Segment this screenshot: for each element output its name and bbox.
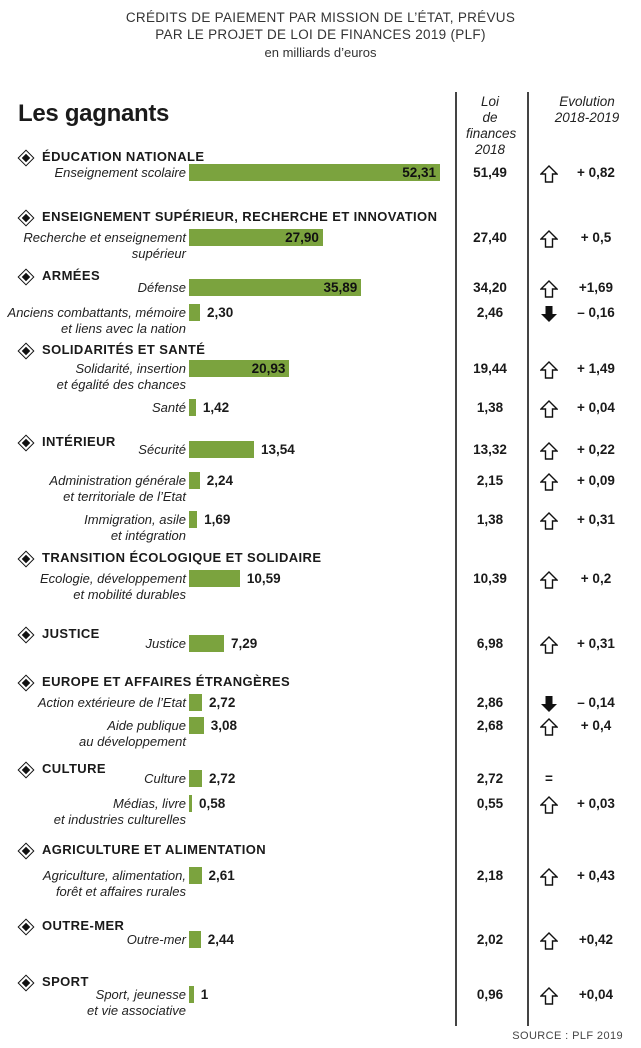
diamond-icon [18,435,35,452]
arrow-up-icon [540,987,558,1005]
bar-label [84,512,186,543]
bar-label-line: Administration générale [49,473,186,488]
bar-label [40,571,186,602]
bar-value-label: 20,93 [251,361,286,376]
arrow-up-icon [540,280,558,298]
bar-label-line: Solidarité, insertion [75,361,186,376]
evolution-value: + 0,09 [577,473,615,488]
bar-label [57,361,186,392]
column-header-evo-line-1: Evolution [559,94,615,109]
bar-label-line: Sport, jeunesse [95,987,186,1002]
bar-label-line: Culture [144,771,186,786]
bar-label [8,305,186,336]
category-label: SPORT [42,974,89,989]
bar [189,399,196,416]
bar-label-line: et industries culturelles [53,811,186,827]
bar-value-label: 2,61 [208,868,235,883]
bar-label [144,771,186,787]
category-label: CULTURE [42,761,106,776]
bar [189,931,201,948]
bar-label-line: et mobilité durables [73,586,186,602]
bar-label-line: et territoriale de l’Etat [63,488,186,504]
bar-value-label: 10,59 [246,571,281,586]
bar-label-line: supérieur [131,245,186,261]
arrow-up-shape [541,443,557,459]
bar-label [49,473,186,504]
bar-label-line: forêt et affaires rurales [55,883,186,899]
bar [189,867,202,884]
category-label: ÉDUCATION NATIONALE [42,149,205,164]
bar [189,986,194,1003]
lf2018-value: 34,20 [473,280,507,295]
bar [189,304,200,321]
column-header-loi-line-1: Loi [480,94,499,109]
bar-label-line: Santé [152,400,186,415]
bar-label-line: Justice [145,636,186,651]
arrow-up-shape [541,513,557,529]
chart-title-line-1: CRÉDITS DE PAIEMENT PAR MISSION DE L’ÉTAT, PRÉVUS [125,10,516,25]
bar-label [146,636,186,652]
bar-label-line: Agriculture, alimentation, [42,868,186,883]
arrow-up-icon [540,165,558,183]
column-header-loi-2018 [466,94,517,158]
bar [189,694,202,711]
bar-label [23,230,186,261]
bar [189,570,240,587]
bar-label-line: Recherche et enseignement [23,230,186,245]
bar [189,635,224,652]
lf2018-value: 0,96 [476,987,504,1002]
category-label: SOLIDARITÉS ET SANTÉ [42,342,206,357]
bar-value-label: 52,31 [402,165,437,180]
bar-label-line: Sécurité [138,442,186,457]
lf2018-value: 2,68 [476,718,504,733]
column-header-evo-line-2: 2018-2019 [554,110,620,125]
bar-label-line: Immigration, asile [84,512,186,527]
evolution-value: +0,42 [578,932,614,947]
diamond-icon [18,843,35,860]
section-title: Les gagnants [18,100,170,127]
column-header-loi-line-2: de finances [466,110,517,141]
category-label: ARMÉES [42,268,101,283]
bar-label [138,442,186,458]
lf2018-value: 2,18 [476,868,504,883]
lf2018-value: 10,39 [473,571,507,586]
bar [189,472,200,489]
arrow-up-icon [540,571,558,589]
diamond-icon [18,210,35,227]
lf2018-value: 27,40 [473,230,507,245]
evolution-value: + 0,4 [580,718,612,733]
bar-label [152,400,186,416]
category-label: TRANSITION ÉCOLOGIQUE ET SOLIDAIRE [42,550,322,565]
diamond-icon [18,343,35,360]
bar [189,770,202,787]
bar [189,717,204,734]
category-label: AGRICULTURE ET ALIMENTATION [42,842,267,857]
bar-label-line: et vie associative [87,1002,186,1018]
lf2018-value: 2,15 [476,473,504,488]
bar-label-line: Défense [137,280,186,295]
arrow-down-icon [540,305,558,323]
bar-value-label: 35,89 [323,280,358,295]
lf2018-value: 6,98 [476,636,504,651]
evolution-value: + 0,31 [577,512,615,527]
arrow-up-icon [540,473,558,491]
bar-value-label: 2,44 [207,932,234,947]
column-header-evolution [545,94,629,126]
diamond-icon [18,975,35,992]
lf2018-value: 1,38 [476,512,504,527]
bar-value-label: 1,42 [202,400,230,415]
bar-label-line: et liens avec la nation [60,320,186,336]
chart-subtitle: en milliards d’euros [264,45,377,60]
evolution-value: + 0,04 [577,400,615,415]
column-divider-left [455,92,457,1026]
arrow-down-icon [540,695,558,713]
diamond-icon [18,627,35,644]
diamond-icon [18,919,35,936]
arrow-down-shape [541,696,557,712]
arrow-up-shape [541,231,557,247]
lf2018-value: 19,44 [473,361,507,376]
bar-label [54,165,186,181]
bar-value-label: 2,30 [207,305,234,320]
bar [189,511,197,528]
bar-value-label: 3,08 [210,718,238,733]
arrow-up-icon [540,361,558,379]
evolution-value: – 0,14 [577,695,615,710]
bar-label-line: Aide publique [107,718,186,733]
bar-label-line: et intégration [110,527,186,543]
lf2018-value: 0,55 [476,796,504,811]
lf2018-value: 13,32 [473,442,507,457]
category-label: EUROPE ET AFFAIRES ÉTRANGÈRES [42,674,291,689]
evolution-value: + 0,43 [577,868,615,883]
arrow-up-icon [540,636,558,654]
bar-value-label: 1 [200,987,209,1002]
arrow-up-icon [540,230,558,248]
lf2018-value: 2,46 [476,305,504,320]
evolution-value: + 0,2 [580,571,612,586]
bar-label [79,718,186,749]
diamond-icon [18,551,35,568]
bar-value-label: 2,72 [209,695,236,710]
lf2018-value: 2,72 [476,771,504,786]
bar-label-line: et égalité des chances [56,376,186,392]
evolution-value: + 0,82 [577,165,615,180]
evolution-value: +1,69 [578,280,614,295]
chart-title-line-2: PAR LE PROJET DE LOI DE FINANCES 2019 (PLF) [155,27,486,42]
diamond-icon [18,762,35,779]
bar-label-line: Enseignement scolaire [54,165,186,180]
arrow-up-shape [541,401,557,417]
arrow-up-shape [541,719,557,735]
bar-value-label: 27,90 [285,230,319,245]
arrow-up-shape [541,281,557,297]
arrow-up-shape [541,166,557,182]
category-label: JUSTICE [42,626,100,641]
evolution-value: + 0,03 [577,796,615,811]
bar-label [127,932,186,948]
bar-label [38,695,186,711]
bar-label-line: Anciens combattants, mémoire [7,305,186,320]
lf2018-value: 51,49 [473,165,507,180]
arrow-up-shape [541,474,557,490]
bar-label-line: Ecologie, développement [40,571,186,586]
diamond-icon [18,150,35,167]
lf2018-value: 2,86 [476,695,504,710]
arrow-up-shape [541,362,557,378]
bar-label-line: au développement [79,733,186,749]
bar-value-label: 13,54 [260,442,295,457]
evolution-value: – 0,16 [577,305,615,320]
evolution-value: = [545,771,553,786]
bar-label [43,868,186,899]
arrow-up-icon [540,932,558,950]
bar-label-line: Outre-mer [126,932,186,947]
diamond-icon [18,269,35,286]
lf2018-value: 2,02 [476,932,504,947]
bar-value-label: 7,29 [230,636,258,651]
column-divider-right [527,92,529,1026]
arrow-up-shape [541,869,557,885]
category-label: ENSEIGNEMENT SUPÉRIEUR, RECHERCHE ET INNOVATION [42,209,438,224]
evolution-value: + 1,49 [577,361,615,376]
arrow-up-shape [541,988,557,1004]
bar-label [54,796,186,827]
evolution-value: +0,04 [578,987,614,1002]
bar [189,795,192,812]
arrow-up-shape [541,572,557,588]
arrow-up-shape [541,797,557,813]
arrow-up-shape [541,637,557,653]
arrow-up-icon [540,442,558,460]
arrow-up-shape [541,933,557,949]
arrow-up-icon [540,796,558,814]
bar-label-line: Médias, livre [113,796,186,811]
bar-value-label: 0,58 [199,796,226,811]
arrow-up-icon [540,718,558,736]
arrow-down-shape [541,306,557,322]
bar [189,441,254,458]
bar-label [138,280,186,296]
evolution-value: + 0,5 [580,230,612,245]
diamond-icon [18,675,35,692]
arrow-up-icon [540,868,558,886]
category-label: INTÉRIEUR [42,434,116,449]
bar-label [87,987,186,1018]
column-header-loi-line-3: 2018 [474,142,506,157]
source-note: SOURCE : PLF 2019 [512,1030,623,1042]
bar-value-label: 2,24 [206,473,234,488]
evolution-value: + 0,22 [577,442,615,457]
arrow-up-icon [540,400,558,418]
lf2018-value: 1,38 [476,400,504,415]
arrow-up-icon [540,512,558,530]
bar-label-line: Action extérieure de l’Etat [37,695,186,710]
category-label: OUTRE-MER [42,918,125,933]
evolution-value: + 0,31 [577,636,615,651]
bar-value-label: 1,69 [204,512,231,527]
bar-value-label: 2,72 [209,771,236,786]
